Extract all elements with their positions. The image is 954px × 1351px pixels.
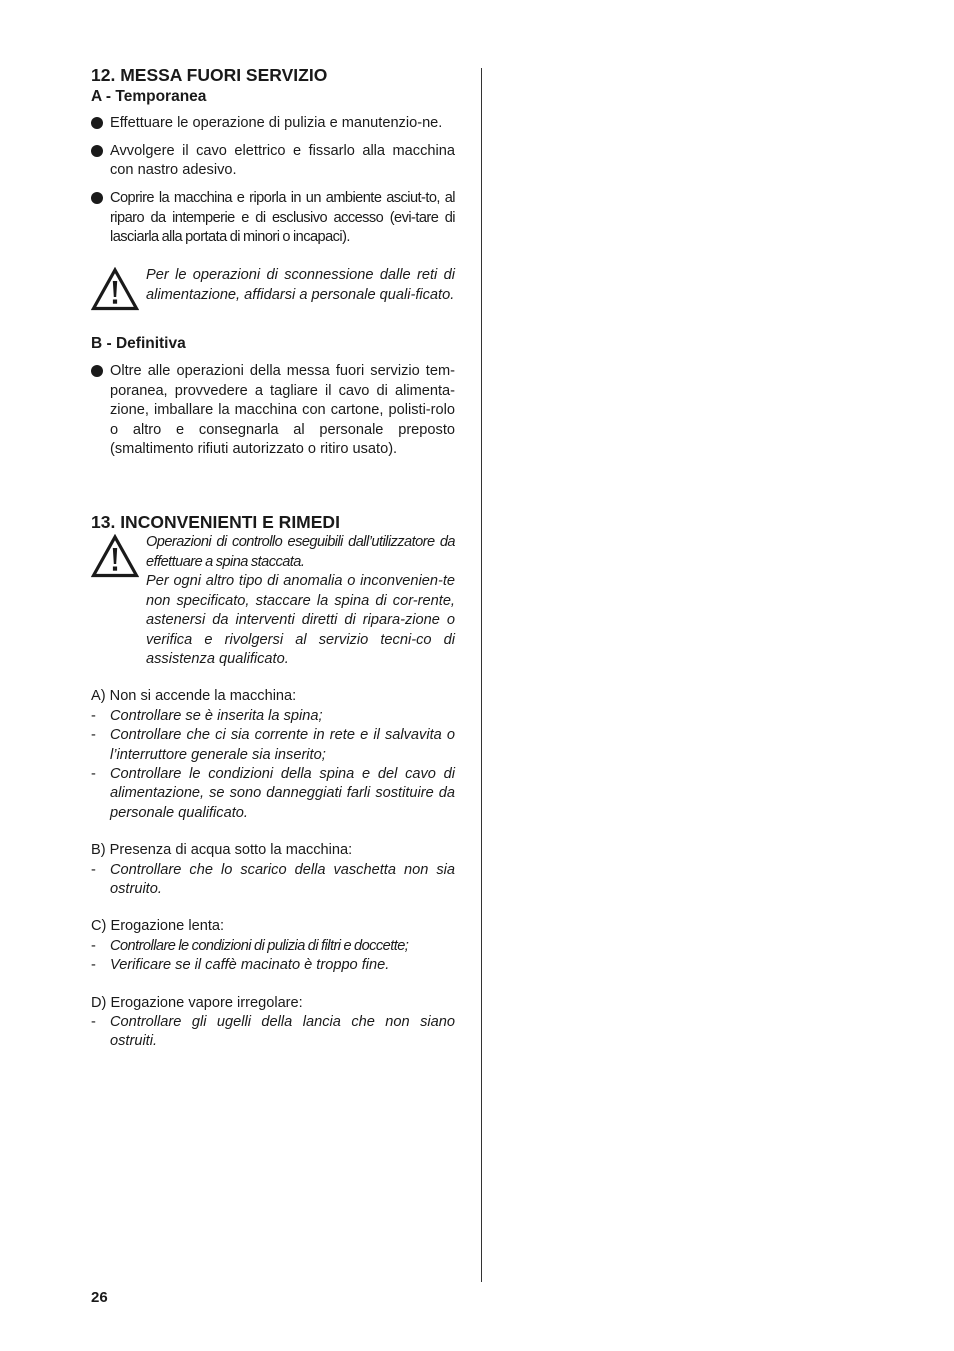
temporary-steps-list (91, 114, 455, 247)
definitive-subtitle: B - Definitiva (91, 335, 186, 353)
check-item (91, 726, 455, 765)
list-item-text: Coprire la macchina e riporla in un ambiente asciut-to, al riparo da intemperie e di esclusivo accesso (evi-tare di lasciarla alla portata di minori o incapaci). (110, 190, 455, 246)
list-item (91, 362, 455, 459)
check-item-text: Controllare gli ugelli della lancia che non siano ostruiti. (110, 1014, 455, 1050)
problem-title: D) Erogazione vapore irregolare: (91, 994, 303, 1011)
check-item (91, 1013, 455, 1052)
definitive-steps-list (91, 362, 455, 459)
list-item-text: Effettuare le operazione di pulizia e manutenzio-ne. (110, 115, 443, 131)
list-item (91, 189, 455, 247)
problem-title: A) Non si accende la macchina: (91, 688, 297, 705)
warning-text-service: Per ogni altro tipo di anomalia o inconvenien-te non specificato, staccare la spina di cor-rente, astenersi da interventi diretti di ripara-zione o verifica e rivolgersi al servizio tecni-co di assistenza qualificato. (146, 573, 455, 667)
warning-text: Per le operazioni di sconnessione dalle reti di alimentazione, affidarsi a personale quali-ficato. (146, 267, 455, 303)
dash-marker: - (91, 727, 96, 744)
list-item-text: Oltre alle operazioni della messa fuori servizio tem-poranea, provvedere a tagliare il cavo di alimenta-zione, imballare la macchina con cartone, polisti-rolo o altro e consegnarla al personale preposto (smaltimento rifiuti autorizzato o ritiro usato). (110, 363, 455, 458)
check-item-text: Controllare le condizioni della spina e del cavo di alimentazione, se sono danneggiati farli sostituire da personale qualificato. (110, 765, 455, 821)
dash-marker: - (91, 861, 96, 878)
warning-text-disconnected: Operazioni di controllo eseguibili dall’utilizzatore da effettuare a spina staccata. (146, 534, 455, 570)
warning-triangle-icon (91, 267, 139, 311)
check-list (91, 861, 455, 900)
dash-marker: - (91, 937, 96, 954)
list-item (91, 114, 455, 133)
bullet-icon (91, 117, 103, 129)
column-divider (481, 68, 482, 1282)
left-column (91, 64, 455, 1052)
list-item (91, 142, 455, 181)
dash-marker: - (91, 765, 96, 782)
problem-a (91, 687, 455, 823)
check-list (91, 707, 455, 823)
problem-c (91, 917, 455, 975)
troubleshooting-warning (91, 533, 455, 669)
check-item (91, 861, 455, 900)
check-item-text: Verificare se il caffè macinato è troppo fine. (110, 957, 390, 974)
bullet-icon (91, 192, 103, 204)
dash-marker: - (91, 1014, 96, 1030)
page-number: 26 (91, 1289, 108, 1306)
section-12-title: 12. MESSA FUORI SERVIZIO (91, 65, 328, 85)
check-item (91, 956, 455, 975)
temporary-subtitle: A - Temporanea (91, 88, 207, 105)
check-item-text: Controllare che lo scarico della vaschetta non sia ostruito. (110, 861, 455, 897)
bullet-icon (91, 145, 103, 157)
check-item-text: Controllare che ci sia corrente in rete e il salvavita o l’interruttore generale sia inserito; (110, 727, 455, 763)
check-list (91, 937, 455, 976)
check-item-text: Controllare le condizioni di pulizia di filtri e doccette; (110, 937, 409, 954)
warning-triangle-icon (91, 534, 139, 578)
list-item-text: Avvolgere il cavo elettrico e fissarlo alla macchina con nastro adesivo. (110, 142, 455, 179)
check-item (91, 937, 455, 956)
problem-title: B) Presenza di acqua sotto la macchina: (91, 842, 353, 859)
check-item (91, 765, 455, 823)
bullet-icon (91, 365, 103, 377)
dash-marker: - (91, 957, 96, 974)
check-item (91, 707, 455, 726)
dash-marker: - (91, 707, 96, 724)
problem-b (91, 841, 455, 899)
check-list (91, 1013, 455, 1052)
section-13-title: 13. INCONVENIENTI E RIMEDI (91, 512, 340, 533)
qualified-personnel-warning (91, 266, 455, 316)
problem-d (91, 994, 455, 1052)
check-item-text: Controllare se è inserita la spina; (110, 707, 323, 724)
problem-title: C) Erogazione lenta: (91, 918, 225, 935)
